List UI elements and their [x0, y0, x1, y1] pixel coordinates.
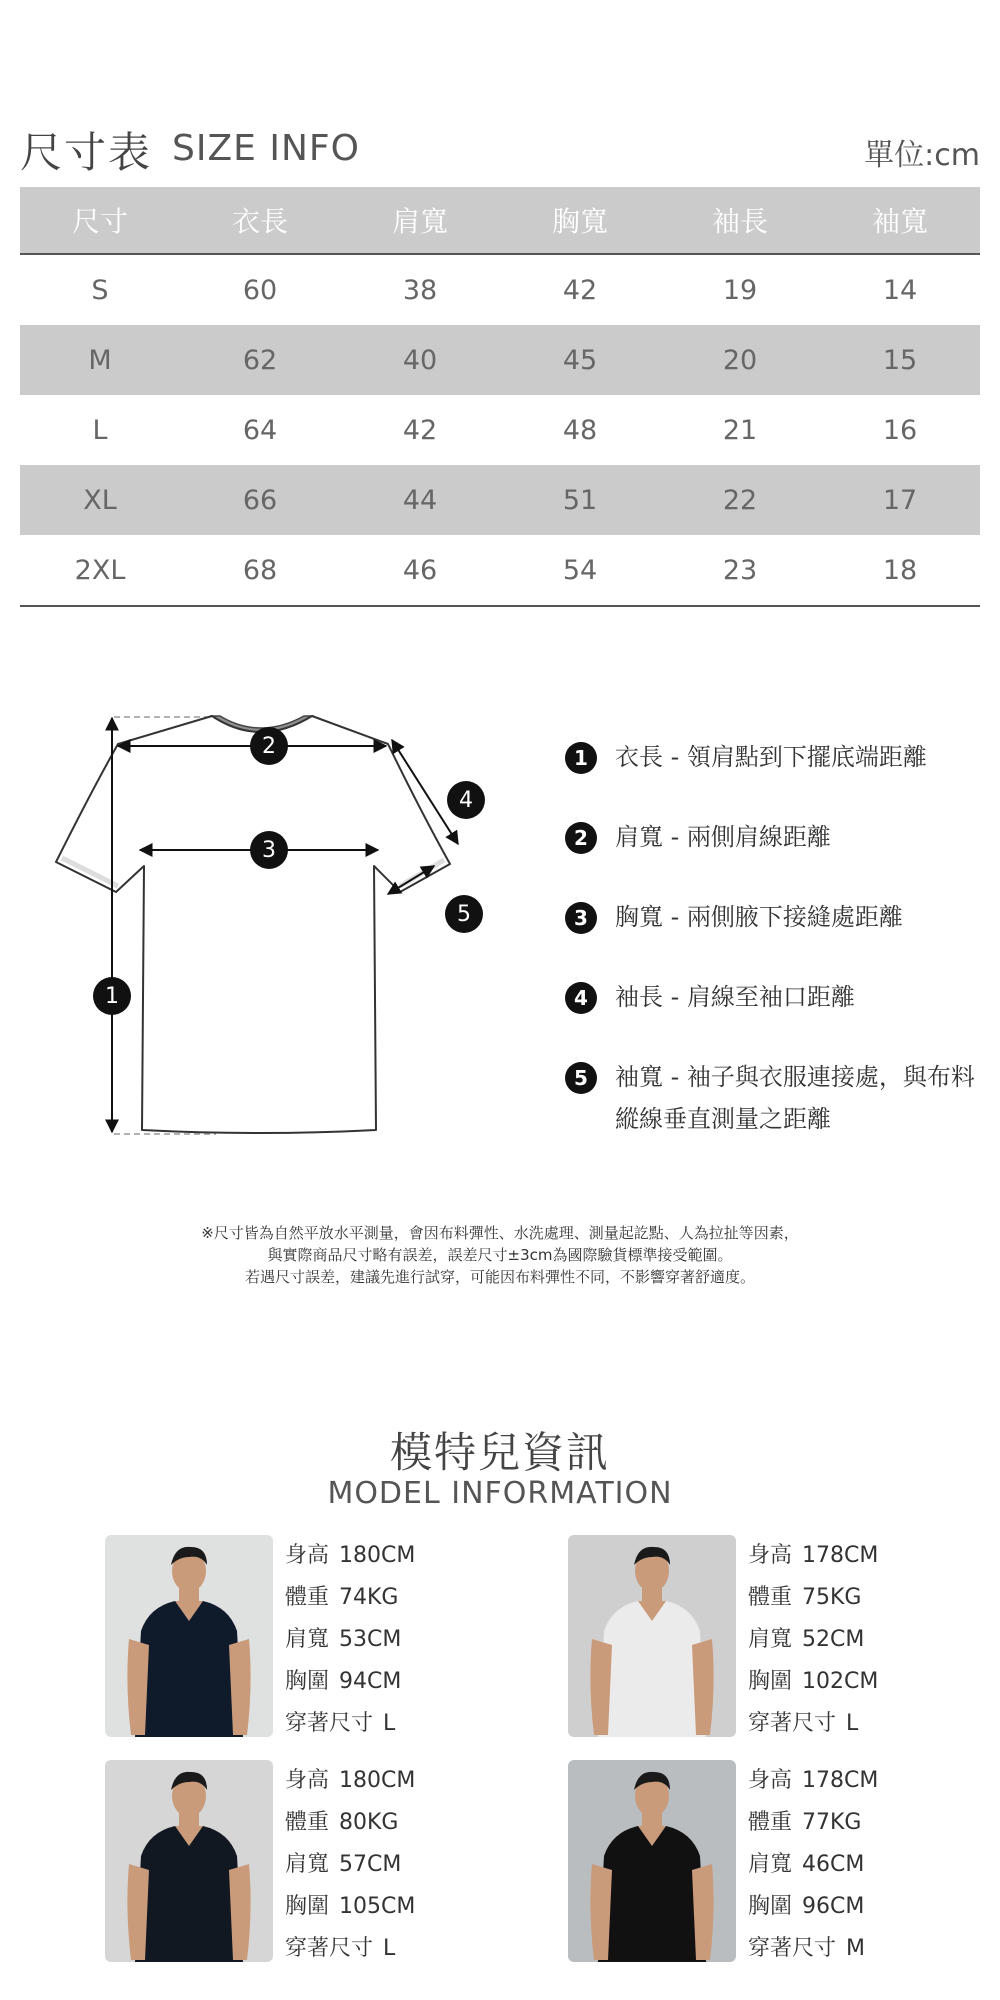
column-header: 袖寬: [820, 187, 980, 254]
model-info-value: 80KG: [339, 1810, 399, 1835]
model-card: [568, 1535, 988, 1740]
size-title-zh: 尺寸表: [20, 128, 153, 177]
model-info-value: 57CM: [339, 1852, 402, 1877]
legend-number: 3: [565, 902, 597, 934]
model-info-row: [285, 1886, 525, 1928]
model-info-label: 肩寬: [285, 1852, 330, 1877]
model-info-value: 46CM: [802, 1852, 865, 1877]
model-info-label: 體重: [285, 1585, 330, 1610]
unit-label: 單位:cm: [864, 138, 980, 173]
model-info-row: [285, 1928, 525, 1970]
model-title-zh: 模特兒資訊: [389, 1428, 610, 1477]
model-info-label: 體重: [748, 1585, 793, 1610]
model-info-label: 身高: [748, 1543, 793, 1568]
model-info-row: [748, 1703, 988, 1745]
legend-item: [565, 976, 985, 1018]
model-info-row: [285, 1802, 525, 1844]
model-info-row: [748, 1619, 988, 1661]
marker-4: [447, 781, 485, 819]
table-cell: 15: [820, 325, 980, 395]
table-cell: 14: [882, 274, 918, 306]
model-info-row: [748, 1886, 988, 1928]
table-cell: 54: [500, 535, 660, 606]
legend-item: [565, 1056, 985, 1140]
model-card: [568, 1760, 988, 1965]
table-cell: 18: [820, 535, 980, 606]
svg-text:4: 4: [459, 788, 473, 813]
marker-2: [250, 727, 288, 765]
model-info-row: [748, 1577, 988, 1619]
marker-3: [250, 831, 288, 869]
note-line: ※尺寸皆為自然平放水平測量，會因布料彈性、水洗處理、測量起訖點、人為拉扯等因素，: [201, 1224, 799, 1242]
marker-5: [445, 895, 483, 933]
model-info-row: [748, 1661, 988, 1703]
table-cell: 68: [180, 535, 340, 606]
model-info-value: L: [846, 1711, 859, 1736]
table-cell: 19: [722, 274, 758, 306]
model-info: [285, 1535, 525, 1745]
model-photo: [105, 1760, 273, 1962]
legend-text: 胸寬 - 兩側腋下接縫處距離: [615, 903, 903, 931]
size-info-header: [20, 120, 980, 177]
model-info-row: [748, 1802, 988, 1844]
model-info-label: 胸圍: [285, 1894, 330, 1919]
legend-number: 5: [565, 1062, 597, 1094]
model-info-value: 77KG: [802, 1810, 862, 1835]
table-cell: L: [92, 414, 108, 446]
table-row: [20, 325, 980, 395]
note-line: 若遇尺寸誤差，建議先進行試穿，可能因布料彈性不同，不影響穿著舒適度。: [244, 1268, 755, 1286]
table-cell: 16: [882, 414, 918, 446]
column-header: 胸寬: [500, 187, 660, 254]
model-info-label: 身高: [285, 1768, 330, 1793]
table-cell: 44: [340, 465, 500, 535]
model-info-value: 180CM: [339, 1543, 416, 1568]
table-cell: 48: [562, 414, 598, 446]
model-info-label: 胸圍: [748, 1669, 793, 1694]
model-info-value: 52CM: [802, 1627, 865, 1652]
table-row: [20, 535, 980, 606]
table-cell: XL: [20, 465, 180, 535]
legend-item: [565, 896, 985, 938]
table-cell: S: [91, 274, 109, 306]
legend-item: [565, 736, 985, 778]
model-info-row: [285, 1844, 525, 1886]
model-info: [748, 1760, 988, 1970]
table-cell: 60: [242, 274, 278, 306]
model-info-row: [748, 1760, 988, 1802]
model-info-value: 75KG: [802, 1585, 862, 1610]
size-disclaimer-note: [0, 1222, 1000, 1288]
size-title-en: SIZE INFO: [172, 128, 360, 169]
model-photo: [568, 1760, 736, 1962]
model-info-label: 肩寬: [285, 1627, 330, 1652]
table-cell: 38: [402, 274, 438, 306]
table-cell: 42: [402, 414, 438, 446]
model-title-en: MODEL INFORMATION: [327, 1476, 673, 1511]
model-info-value: L: [383, 1936, 396, 1961]
model-info-value: 96CM: [802, 1894, 865, 1919]
model-info-row: [748, 1928, 988, 1970]
table-row: [20, 465, 980, 535]
model-info-row: [285, 1619, 525, 1661]
model-info-value: 178CM: [802, 1543, 879, 1568]
model-card: [105, 1535, 525, 1740]
model-info-row: [748, 1535, 988, 1577]
measurement-legend: [565, 736, 985, 1178]
size-table: [20, 187, 980, 607]
table-cell: 17: [820, 465, 980, 535]
model-info-label: 身高: [285, 1543, 330, 1568]
svg-text:5: 5: [457, 902, 471, 927]
model-info-value: 180CM: [339, 1768, 416, 1793]
legend-number: 1: [565, 742, 597, 774]
model-info-row: [748, 1844, 988, 1886]
legend-text: 肩寬 - 兩側肩線距離: [615, 823, 831, 851]
column-header: 衣長: [180, 187, 340, 254]
model-info-row: [285, 1535, 525, 1577]
model-info-label: 肩寬: [748, 1852, 793, 1877]
table-cell: 46: [340, 535, 500, 606]
model-info-value: L: [383, 1711, 396, 1736]
legend-text: 袖長 - 肩線至袖口距離: [615, 983, 855, 1011]
table-cell: 51: [500, 465, 660, 535]
model-info-label: 穿著尺寸: [285, 1711, 374, 1736]
model-info-value: 53CM: [339, 1627, 402, 1652]
model-info-value: 94CM: [339, 1669, 402, 1694]
model-photo: [105, 1535, 273, 1737]
tshirt-measurement-diagram: [40, 700, 520, 1150]
legend-text: 袖寬 - 袖子與衣服連接處，與布料縱線垂直測量之距離: [615, 1063, 975, 1133]
table-cell: 66: [180, 465, 340, 535]
table-row: [20, 254, 980, 325]
svg-text:2: 2: [262, 734, 276, 759]
model-info-value: M: [846, 1936, 865, 1961]
model-info-label: 穿著尺寸: [748, 1711, 837, 1736]
table-cell: 21: [722, 414, 758, 446]
table-cell: 2XL: [20, 535, 180, 606]
table-cell: 40: [340, 325, 500, 395]
table-cell: 64: [242, 414, 278, 446]
model-info-value: 102CM: [802, 1669, 879, 1694]
table-cell: 23: [660, 535, 820, 606]
table-cell: 42: [562, 274, 598, 306]
column-header: 袖長: [660, 187, 820, 254]
model-info-value: 178CM: [802, 1768, 879, 1793]
model-info-row: [285, 1760, 525, 1802]
tshirt-outline: [56, 716, 450, 1133]
model-info-label: 穿著尺寸: [748, 1936, 837, 1961]
column-header: 尺寸: [20, 187, 180, 254]
model-info-value: 74KG: [339, 1585, 399, 1610]
model-info: [748, 1535, 988, 1745]
table-cell: 62: [180, 325, 340, 395]
legend-item: [565, 816, 985, 858]
note-line: 與實際商品尺寸略有誤差，誤差尺寸±3cm為國際驗貨標準接受範圍。: [267, 1246, 733, 1264]
model-info: [285, 1760, 525, 1970]
svg-text:1: 1: [105, 984, 119, 1009]
model-info-row: [285, 1577, 525, 1619]
model-photo: [568, 1535, 736, 1737]
model-info-label: 體重: [748, 1810, 793, 1835]
table-header-row: [20, 187, 980, 254]
model-info-label: 胸圍: [285, 1669, 330, 1694]
model-info-label: 肩寬: [748, 1627, 793, 1652]
model-info-label: 體重: [285, 1810, 330, 1835]
legend-text: 衣長 - 領肩點到下擺底端距離: [615, 743, 927, 771]
model-card: [105, 1760, 525, 1965]
model-info-row: [285, 1703, 525, 1745]
model-info-label: 穿著尺寸: [285, 1936, 374, 1961]
column-header: 肩寬: [340, 187, 500, 254]
table-cell: 20: [660, 325, 820, 395]
legend-number: 4: [565, 982, 597, 1014]
legend-number: 2: [565, 822, 597, 854]
table-cell: 22: [660, 465, 820, 535]
model-info-value: 105CM: [339, 1894, 416, 1919]
model-info-label: 胸圍: [748, 1894, 793, 1919]
model-info-row: [285, 1661, 525, 1703]
table-cell: M: [20, 325, 180, 395]
table-row: [20, 395, 980, 465]
marker-1: [93, 977, 131, 1015]
svg-text:3: 3: [262, 838, 276, 863]
model-info-label: 身高: [748, 1768, 793, 1793]
table-cell: 45: [500, 325, 660, 395]
